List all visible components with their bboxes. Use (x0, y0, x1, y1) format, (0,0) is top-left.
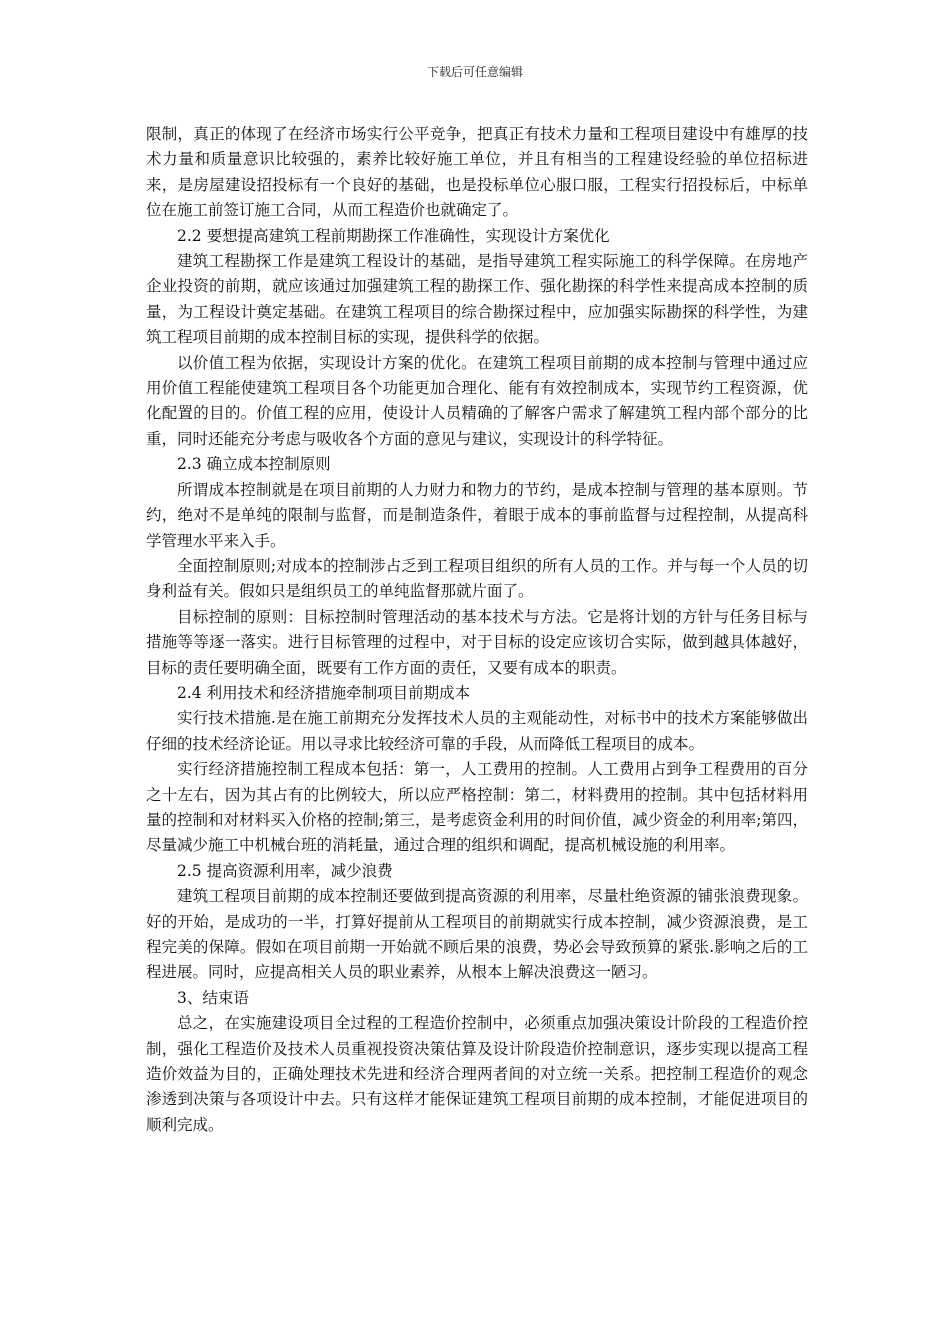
page-header: 下载后可任意编辑 (426, 65, 523, 79)
section-heading: 2.2 要想提高建筑工程前期勘探工作准确性，实现设计方案优化 (177, 226, 610, 245)
paragraph: 总之，在实施建设项目全过程的工程造价控制中，必须重点加强决策设计阶段的工程造价控制，强化工程造价及技术人员重视投资决策估算及设计阶段造价控制意识，逐步实现以提高工程造价效益为目的，正确处理技术先进和经济合理两者间的对立统一关系。把控制工程造价的观念渗透到决策与各项设计中去。只有这样才能保证建筑工程项目前期的成本控制，才能促进项目的顺利完成。 (146, 1014, 808, 1134)
section-heading: 2.3 确立成本控制原则 (177, 455, 331, 474)
paragraph: 所谓成本控制就是在项目前期的人力财力和物力的节约，是成本控制与管理的基本原则。节约，绝对不是单纯的限制与监督，而是制造条件，着眼于成本的事前监督与过程控制，从提高科学管理水平来入手。 (146, 480, 808, 550)
paragraph: 目标控制的原则：目标控制时管理活动的基本技术与方法。它是将计划的方针与任务目标与措施等等逐一落实。进行目标管理的过程中，对于目标的设定应该切合实际，做到越具体越好，目标的责任要明确全面，既要有工作方面的责任，又要有成本的职责。 (146, 607, 808, 677)
section-heading: 3、结束语 (177, 988, 249, 1007)
paragraph: 实行经济措施控制工程成本包括：第一，人工费用的控制。人工费用占到争工程费用的百分之十左右，因为其占有的比例较大，所以应严格控制：第二，材料费用的控制。其中包括材料用量的控制和对材料买入价格的控制;第三，是考虑资金利用的时间价值，减少资金的利用率;第四，尽量减少施工中机械台班的消耗量，通过合理的组织和调配，提高机械设施的利用率。 (146, 760, 808, 855)
paragraph: 全面控制原则;对成本的控制涉占乏到工程项目组织的所有人员的工作。并与每一个人员的切身利益有关。假如只是组织员工的单纯监督那就片面了。 (146, 556, 808, 601)
paragraph: 建筑工程勘探工作是建筑工程设计的基础，是指导建筑工程实际施工的科学保障。在房地产企业投资的前期，就应该通过加强建筑工程的勘探工作、强化勘探的科学性来提高成本控制的质量，为工程设计奠定基础。在建筑工程项目的综合勘探过程中，应加强实际勘探的科学性，为建筑工程项目前期的成本控制目标的实现，提供科学的依据。 (146, 252, 808, 347)
paragraph: 限制，真正的体现了在经济市场实行公平竞争，把真正有技术力量和工程项目建设中有雄厚的技术力量和质量意识比较强的，素养比较好施工单位，并且有相当的工程建设经验的单位招标进来，是房屋建设招投标有一个良好的基础，也是投标单位心服口服，工程实行招投标后，中标单位在施工前签订施工合同，从而工程造价也就确定了。 (146, 125, 808, 220)
section-heading: 2.5 提高资源利用率，减少浪费 (177, 861, 393, 880)
paragraph: 建筑工程项目前期的成本控制还要做到提高资源的利用率，尽量杜绝资源的铺张浪费现象。好的开始，是成功的一半，打算好提前从工程项目的前期就实行成本控制，减少资源浪费，是工程完美的保障。假如在项目前期一开始就不顾后果的浪费，势必会导致预算的紧张.影响之后的工程进展。同时，应提高相关人员的职业素养，从根本上解决浪费这一陋习。 (146, 887, 808, 982)
section-heading: 2.4 利用技术和经济措施牵制项目前期成本 (177, 683, 471, 702)
document-body (146, 122, 808, 1138)
paragraph: 以价值工程为依据，实现设计方案的优化。在建筑工程项目前期的成本控制与管理中通过应用价值工程能使建筑工程项目各个功能更加合理化、能有有效控制成本，实现节约工程资源，优化配置的目的。价值工程的应用，使设计人员精确的了解客户需求了解建筑工程内部个部分的比重，同时还能充分考虑与吸收各个方面的意见与建议，实现设计的科学特征。 (146, 353, 808, 448)
paragraph: 实行技术措施.是在施工前期充分发挥技术人员的主观能动性，对标书中的技术方案能够做出仔细的技术经济论证。用以寻求比较经济可靠的手段，从而降低工程项目的成本。 (146, 709, 808, 753)
